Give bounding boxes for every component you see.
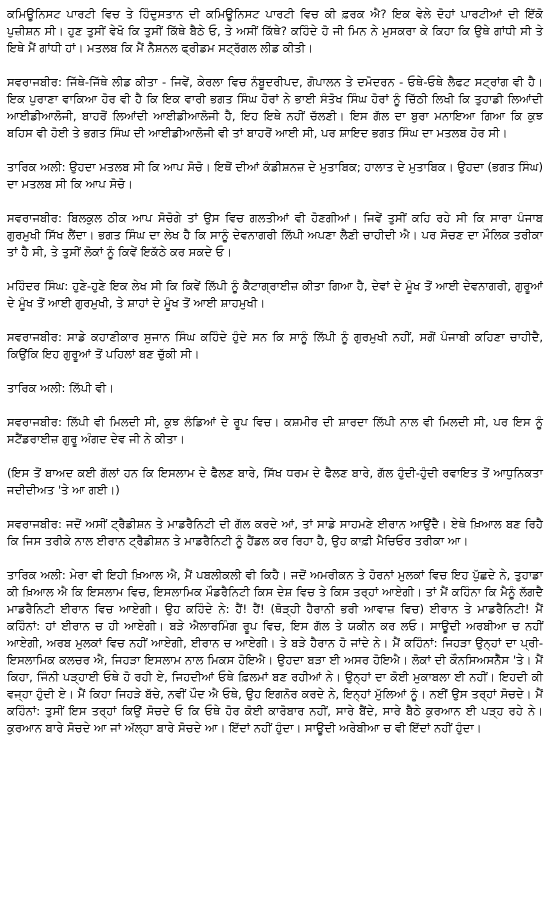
paragraph-mahinder-singh-scripts: ਮਹਿੰਦਰ ਸਿੰਘ: ਹੁਣੇ-ਹੁਣੇ ਇਕ ਲੇਖ ਸੀ ਕਿ ਕਿਵੇਂ ਲਿੱਪੀ ਨੂੰ ਕੈਟਾਗ੍ਰਾਈਜ਼ ਕੀਤਾ ਗਿਆ ਹੈ, ਦੇਵਾਂ ਦੇ ਮੂੰਖ ਤੋਂ ਆਈ ਦੇਵਨਾਗਰੀ, ਗੁਰੂਆਂ ਦੇ ਮੂੰਖ ਤੋਂ ਆਈ ਗੁਰਮੁਖੀ, ਤੇ ਸ਼ਾਹਾਂ ਦੇ ਮੂੰਖ ਤੋਂ ਆਈ ਸ਼ਾਹਮੁਖੀ। bbox=[7, 279, 543, 310]
paragraph-tariq-ali-think: ਤਾਰਿਕ ਅਲੀ: ਉਹਦਾ ਮਤਲਬ ਸੀ ਕਿ ਆਪ ਸੋਚੋ। ਇਥੋਂ ਦੀਆਂ ਕੰਡੀਸ਼ਨਜ਼ ਦੇ ਮੁਤਾਬਿਕ; ਹਾਲਾਤ ਦੇ ਮੁਤਾਬਿਕ। ਉਹਦਾ (ਭਗਤ ਸਿੰਘ) ਦਾ ਮਤਲਬ ਸੀ ਕਿ ਆਪ ਸੋਚੋ। bbox=[7, 160, 543, 191]
paragraph-editorial-note: (ਇਸ ਤੋਂ ਬਾਅਦ ਕਈ ਗੱਲਾਂ ਹਨ ਕਿ ਇਸਲਾਮ ਦੇ ਫੈਲਣ ਬਾਰੇ, ਸਿੱਖ ਧਰਮ ਦੇ ਫੈਲਣ ਬਾਰੇ, ਗੱਲ ਹੁੰਦੀ-ਹੁੰਦੀ ਰਵਾਇਤ ਤੋਂ ਆਧੁਨਿਕਤਾ ਜਦੀਦੀਅਤ 'ਤੇ ਆ ਗਈ।) bbox=[7, 466, 543, 497]
paragraph-swarajbir-sujan-singh: ਸਵਰਾਜਬੀਰ: ਸਾਡੇ ਕਹਾਣੀਕਾਰ ਸੁਜਾਨ ਸਿੰਘ ਕਹਿੰਦੇ ਹੁੰਦੇ ਸਨ ਕਿ ਸਾਨੂੰ ਲਿੱਪੀ ਨੂੰ ਗੁਰਮੁਖੀ ਨਹੀਂ, ਸਗੋਂ ਪੰਜਾਬੀ ਕਹਿਣਾ ਚਾਹੀਦੈ, ਕਿਉਂਕਿ ਇਹ ਗੁਰੂਆਂ ਤੋਂ ਪਹਿਲਾਂ ਬਣ ਚੁੱਕੀ ਸੀ। bbox=[7, 330, 543, 361]
paragraph-swarajbir-mistakes: ਸਵਰਾਜਬੀਰ: ਬਿਲਕੁਲ ਠੀਕ ਆਪ ਸੋਚੋਗੇ ਤਾਂ ਉਸ ਵਿਚ ਗਲਤੀਆਂ ਵੀ ਹੋਣਗੀਆਂ। ਜਿਵੇਂ ਤੁਸੀਂ ਕਹਿ ਰਹੇ ਸੀ ਕਿ ਸਾਰਾ ਪੰਜਾਬ ਗੁਰਮੁਖੀ ਸਿੱਖ ਲੈਂਦਾ। ਭਗਤ ਸਿੰਘ ਦਾ ਲੇਖ ਹੈ ਕਿ ਸਾਨੂੰ ਦੇਵਨਾਗਰੀ ਲਿੱਪੀ ਅਪਣਾ ਲੈਣੀ ਚਾਹੀਦੀ ਐ। ਪਰ ਸੋਚਣ ਦਾ ਮੌਲਿਕ ਤਰੀਕਾ ਤਾਂ ਹੈ ਸੀ, ਤੇ ਤੁਸੀਂ ਲੋਕਾਂ ਨੂੰ ਕਿਵੇਂ ਇਕੱਠੇ ਕਰ ਸਕਦੇ ਓ। bbox=[7, 211, 543, 259]
paragraph-tariq-ali-iran: ਤਾਰਿਕ ਅਲੀ: ਮੇਰਾ ਵੀ ਇਹੀ ਖ਼ਿਆਲ ਐ, ਮੈਂ ਪਬਲੀਕਲੀ ਵੀ ਕਿਹੈ। ਜਦੋਂ ਅਮਰੀਕਨ ਤੇ ਹੋਰਨਾਂ ਮੁਲਕਾਂ ਵਿਚ ਇਹ ਪੁੱਛਦੇ ਨੇ, ਤੁਹਾਡਾ ਕੀ ਖ਼ਿਆਲ ਐ ਕਿ ਇਸਲਾਮ ਵਿਚ, ਇਸਲਾਮਿਕ ਮੌਡਰੈਨਿਟੀ ਕਿਸ ਦੇਸ਼ ਵਿਚ ਤੇ ਕਿਸ ਤਰ੍ਹਾਂ ਆਏਗੀ। ਤਾਂ ਮੈਂ ਕਹਿੰਨਾ ਕਿ ਮੈਨੂੰ ਲੱਗਦੈ ਮਾਡਰੈਨਿਟੀ ਈਰਾਨ ਵਿਚ ਆਏਗੀ। ਉਹ ਕਹਿੰਦੇ ਨੇ: ਹੈਂ! ਹੈਂ! (ਥੋੜ੍ਹੀ ਹੈਰਾਨੀ ਭਰੀ ਆਵਾਜ਼ ਵਿਚ) ਈਰਾਨ ਤੇ ਮਾਡਰੈਨਿਟੀ! ਮੈਂ ਕਹਿੰਨਾਂ: ਹਾਂ ਈਰਾਨ ਚ ਹੀ ਆਏਗੀ। ਬੜੇ ਐਲਾਰਮਿੰਗ ਰੂਪ ਵਿਚ, ਇਸ ਗੱਲ ਤੇ ਯਕੀਨ ਕਰ ਲਓ। ਸਾਊਦੀ ਅਰਬੀਆ ਚ ਨਹੀਂ ਆਏਗੀ, ਅਰਬ ਮੁਲਕਾਂ ਵਿਚ ਨਹੀਂ ਆਏਗੀ, ਈਰਾਨ ਚ ਆਏਗੀ। ਤੇ ਬੜੇ ਹੈਰਾਨ ਹੋ ਜਾਂਦੇ ਨੇ। ਮੈਂ ਕਹਿੰਨਾਂ: ਜਿਹੜਾ ਉਨ੍ਹਾਂ ਦਾ ਪ੍ਰੀ-ਇਸਲਾਮਿਕ ਕਲਚਰ ਐ, ਜਿਹੜਾ ਇਸਲਾਮ ਨਾਲ ਮਿਕਸ ਹੋਇਐ। ਉਹਦਾ ਬੜਾ ਈ ਅਸਰ ਹੋਇਐ। ਲੋਕਾਂ ਦੀ ਕੌਨਸਿਅਸਨੈੱਸ 'ਤੇ। ਮੈਂ ਕਿਹਾ, ਜਿੰਨੀ ਪੜ੍ਹਾਈ ਓਥੇ ਹੋ ਰਹੀ ਏ, ਜਿਹਦੀਆਂ ਓਥੇ ਫ਼ਿਲਮਾਂ ਬਣ ਰਹੀਆਂ ਨੇ। ਉਨ੍ਹਾਂ ਦਾ ਕੋਈ ਮੁਕਾਬਲਾ ਈ ਨਹੀਂ। ਇਹਦੀ ਕੀ ਵਜ੍ਹਾ ਹੁੰਦੀ ਏ। ਮੈਂ ਕਿਹਾ ਜਿਹੜੇ ਬੱਚੇ, ਨਵੀਂ ਪੌਦ ਐ ਓਥੇ, ਉਹ ਇਗਨੋਰ ਕਰਦੇ ਨੇ, ਇਨ੍ਹਾਂ ਮੁੱਲਿਆਂ ਨੂੰ। ਨਈਂ ਉਸ ਤਰ੍ਹਾਂ ਸੋਚਦੇ। ਮੈਂ ਕਹਿੰਨਾਂ: ਤੁਸੀਂ ਇਸ ਤਰ੍ਹਾਂ ਕਿਉਂ ਸੋਚਦੇ ਓ ਕਿ ਓਥੇ ਹੋਰ ਕੋਈ ਕਾਰੋਬਾਰ ਨਹੀਂ, ਸਾਰੇ ਬੈਂਦੇ, ਸਾਰੇ ਬੈਠੇ ਕੁਰਆਨ ਈ ਪੜ੍ਹ ਰਹੇ ਨੇ। ਕੁਰਆਨ ਬਾਰੇ ਸੋਚਦੇ ਆ ਜਾਂ ਅੱਲ੍ਹਾ ਬਾਰੇ ਸੋਚਦੇ ਆ। ਇੱਦਾਂ ਨਹੀਂ ਹੁੰਦਾ। ਸਾਊਦੀ ਅਰੇਬੀਆ ਚ ਵੀ ਇੱਦਾਂ ਨਹੀਂ ਹੁੰਦਾ। bbox=[7, 568, 543, 735]
paragraph-swarajbir-left-strong: ਸਵਰਾਜਬੀਰ: ਜਿੱਥੇ-ਜਿੱਥੇ ਲੀਡ ਕੀਤਾ - ਜਿਵੇਂ, ਕੇਰਲਾ ਵਿਚ ਨੰਬੂਦਰੀਪਦ, ਗੋਪਾਲਨ ਤੇ ਦਮੋਦਰਨ - ਓਥੇ-ਓਥੇ ਲੈਫਟ ਸਟ੍ਰਾਂਗ ਵੀ ਹੈ। ਇਕ ਪੁਰਾਣਾ ਵਾਕਿਆ ਹੋਰ ਵੀ ਹੈ ਕਿ ਇਕ ਵਾਰੀ ਭਗਤ ਸਿੰਘ ਹੋਰਾਂ ਨੇ ਭਾਈ ਸੰਤੋਖ ਸਿੰਘ ਹੋਰਾਂ ਨੂੰ ਚਿੱਠੀ ਲਿਖੀ ਕਿ ਤੁਹਾਡੀ ਲਿਆਂਦੀ ਆਈਡੀਆਲੋਜੀ, ਬਾਹਰੋਂ ਲਿਆਂਦੀ ਆਈਡੀਆਲੋਜੀ ਹੈ, ਇਹ ਇਥੇ ਨਹੀਂ ਚੱਲਣੀ। ਇਸ ਗੱਲ ਦਾ ਬੁਰਾ ਮਨਾਇਆ ਗਿਆ ਕਿ ਕੁਝ ਬਹਿਸ ਵੀ ਹੋਈ ਤੇ ਭਗਤ ਸਿੰਘ ਦੀ ਆਈਡੀਆਲੋਜੀ ਵੀ ਤਾਂ ਬਾਹਰੋਂ ਆਈ ਸੀ, ਪਰ ਸ਼ਾਇਦ ਭਗਤ ਸਿੰਘ ਦਾ ਮਤਲਬ ਹੋਰ ਸੀ। bbox=[7, 75, 543, 140]
paragraph-swarajbir-iran: ਸਵਰਾਜਬੀਰ: ਜਦੋਂ ਅਸੀਂ ਟ੍ਰੈਡੀਸ਼ਨ ਤੇ ਮਾਡਰੈਨਿਟੀ ਦੀ ਗੱਲ ਕਰਦੇ ਆਂ, ਤਾਂ ਸਾਡੇ ਸਾਹਮਣੇ ਈਰਾਨ ਆਉਂਦੈ। ਏਥੇ ਖ਼ਿਆਲ ਬਣ ਰਿਹੈ ਕਿ ਜਿਸ ਤਰੀਕੇ ਨਾਲ ਈਰਾਨ ਟ੍ਰੈਡੀਸ਼ਨ ਤੇ ਮਾਡਰੈਨਿਟੀ ਨੂੰ ਹੈਂਡਲ ਕਰ ਰਿਹਾ ਹੈ, ਉਹ ਕਾਫ਼ੀ ਮੈਚਿਓਰ ਤਰੀਕਾ ਆ। bbox=[7, 517, 543, 548]
paragraph-swarajbir-sharda: ਸਵਰਾਜਬੀਰ: ਲਿੱਪੀ ਵੀ ਮਿਲਦੀ ਸੀ, ਕੁਝ ਲੰਡਿਆਂ ਦੇ ਰੂਪ ਵਿਚ। ਕਸ਼ਮੀਰ ਦੀ ਸ਼ਾਰਦਾ ਲਿੱਪੀ ਨਾਲ ਵੀ ਮਿਲਦੀ ਸੀ, ਪਰ ਇਸ ਨੂੰ ਸਟੈਂਡਰਾਈਜ਼ ਗੁਰੂ ਅੰਗਦ ਦੇਵ ਜੀ ਨੇ ਕੀਤਾ। bbox=[7, 415, 543, 446]
paragraph-communist-party: ਕਮਿਊਨਿਸਟ ਪਾਰਟੀ ਵਿਚ ਤੇ ਹਿੰਦੁਸਤਾਨ ਦੀ ਕਮਿਊਨਿਸਟ ਪਾਰਟੀ ਵਿਚ ਕੀ ਫ਼ਰਕ ਐ? ਇਕ ਵੇਲੇ ਦੋਹਾਂ ਪਾਰਟੀਆਂ ਦੀ ਇੱਕੋ ਪੁਜ਼ੀਸ਼ਨ ਸੀ। ਹੁਣ ਤੁਸੀਂ ਵੇਖੋ ਕਿ ਤੁਸੀਂ ਕਿੱਥੇ ਬੈਠੇ ਓ, ਤੇ ਅਸੀਂ ਕਿੱਥੇ? ਕਹਿੰਦੇ ਹੋ ਜੀ ਮਿਨ ਨੇ ਮੁਸਕਰਾ ਕੇ ਕਿਹਾ ਕਿ ਉਥੇ ਗਾਂਧੀ ਸੀ ਤੇ ਇਥੇ ਮੈਂ ਗਾਂਧੀ ਹਾਂ। ਮਤਲਬ ਕਿ ਮੈਂ ਨੈਸ਼ਨਲ ਫ੍ਰੀਡਮ ਸਟ੍ਰੱਗਲ ਲੀਡ ਕੀਤੀ। bbox=[7, 7, 543, 55]
paragraph-tariq-ali-script: ਤਾਰਿਕ ਅਲੀ: ਲਿੱਪੀ ਵੀ। bbox=[7, 381, 114, 395]
